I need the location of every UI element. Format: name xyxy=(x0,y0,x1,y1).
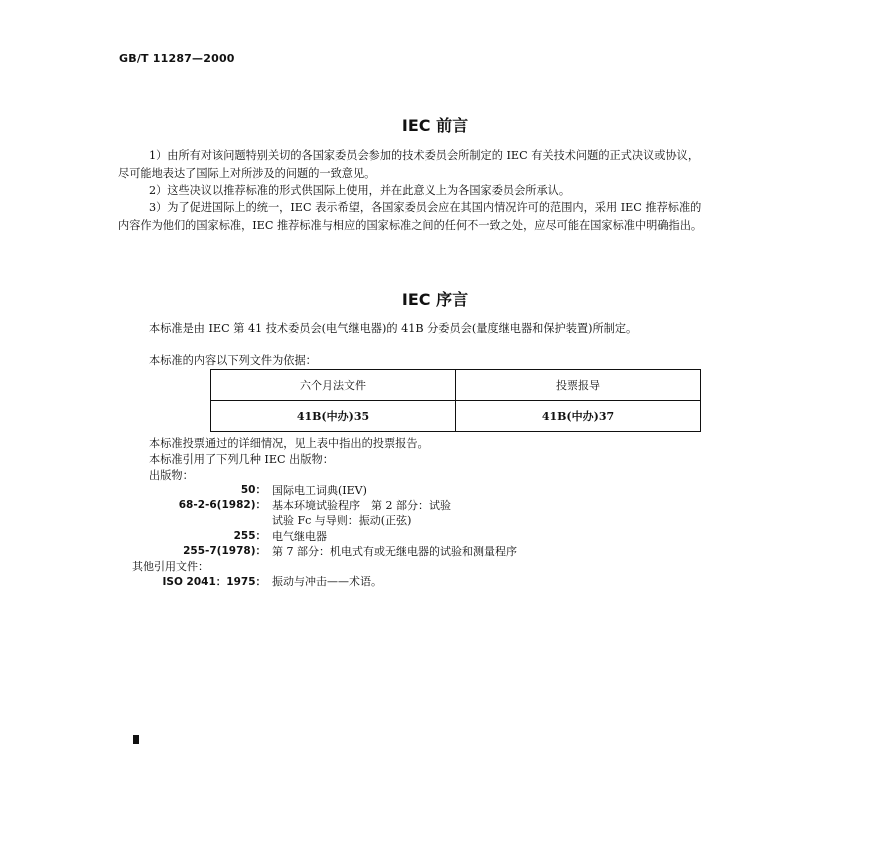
table-header-cell: 投票报导 xyxy=(456,370,701,401)
ref-number: ISO 2041：1975： xyxy=(162,575,266,588)
table-header-cell: 六个月法文件 xyxy=(211,370,456,401)
footer-middle-text xyxy=(398,831,438,837)
vote-line: 本标准投票通过的详细情况，见上表中指出的投票报告。 xyxy=(149,437,429,450)
table-header-row xyxy=(211,370,701,401)
ref-title: 试验 Fc 与导则：振动(正弦) xyxy=(272,514,412,528)
list-item xyxy=(118,543,517,558)
list-item xyxy=(118,513,517,528)
foreword-title: IEC 前言 xyxy=(401,116,469,135)
foreword-item-1: 1）由所有对该问题特别关切的各国家委员会参加的技术委员会所制定的 IEC 有关技术问题的正式决议或协议，尽可能地表达了国际上对所涉及的问题的一致意见。 xyxy=(118,149,700,180)
publications-label: 出版物： xyxy=(149,469,194,482)
reference-list xyxy=(118,482,517,589)
voting-documents-table xyxy=(210,369,701,432)
ref-title: 振动与冲击——术语。 xyxy=(272,575,382,589)
ref-title: 国际电工词典(IEV) xyxy=(272,483,367,497)
list-item xyxy=(118,482,517,497)
list-item xyxy=(118,528,517,543)
page-mark xyxy=(133,735,139,744)
standard-code: GB/T 11287—2000 xyxy=(119,52,235,65)
footer-right-text xyxy=(492,831,512,837)
ref-title: 电气继电器 xyxy=(272,529,327,543)
preface-title: IEC 序言 xyxy=(401,290,469,309)
other-refs-label: 其他引用文件： xyxy=(132,560,209,574)
table-cell: 41B(中办)37 xyxy=(456,401,701,432)
cited-line: 本标准引用了下列几种 IEC 出版物： xyxy=(149,453,334,466)
list-item xyxy=(118,558,517,573)
list-item xyxy=(118,497,517,512)
preface-intro: 本标准是由 IEC 第 41 技术委员会(电气继电器)的 41B 分委员会(量度继电器和保护装置)所制定。 xyxy=(149,322,638,335)
ref-number: 68-2-6(1982)： xyxy=(178,499,266,512)
ref-number: 255-7(1978)： xyxy=(183,545,266,558)
footer-left-text xyxy=(318,831,346,837)
foreword-item-3: 3）为了促进国际上的统一，IEC 表示希望，各国家委员会应在其国内情况许可的范围内，采用 IEC 推荐标准的内容作为他们的国家标准，IEC 推荐标准与相应的国家标准之间的任何不一致之处，应尽可能在国家标准中明确指出。 xyxy=(118,201,703,232)
list-item xyxy=(118,574,517,589)
ref-number: 255： xyxy=(233,530,266,543)
ref-title: 基本环境试验程序 第 2 部分：试验 xyxy=(272,498,451,512)
basis-line: 本标准的内容以下列文件为依据： xyxy=(149,354,317,367)
foreword-item-2: 2）这些决议以推荐标准的形式供国际上使用，并在此意义上为各国家委员会所承认。 xyxy=(149,184,571,197)
table-cell: 41B(中办)35 xyxy=(211,401,456,432)
ref-title: 第 7 部分：机电式有或无继电器的试验和测量程序 xyxy=(272,544,517,558)
ref-number: 50： xyxy=(240,484,266,497)
table-row xyxy=(211,401,701,432)
